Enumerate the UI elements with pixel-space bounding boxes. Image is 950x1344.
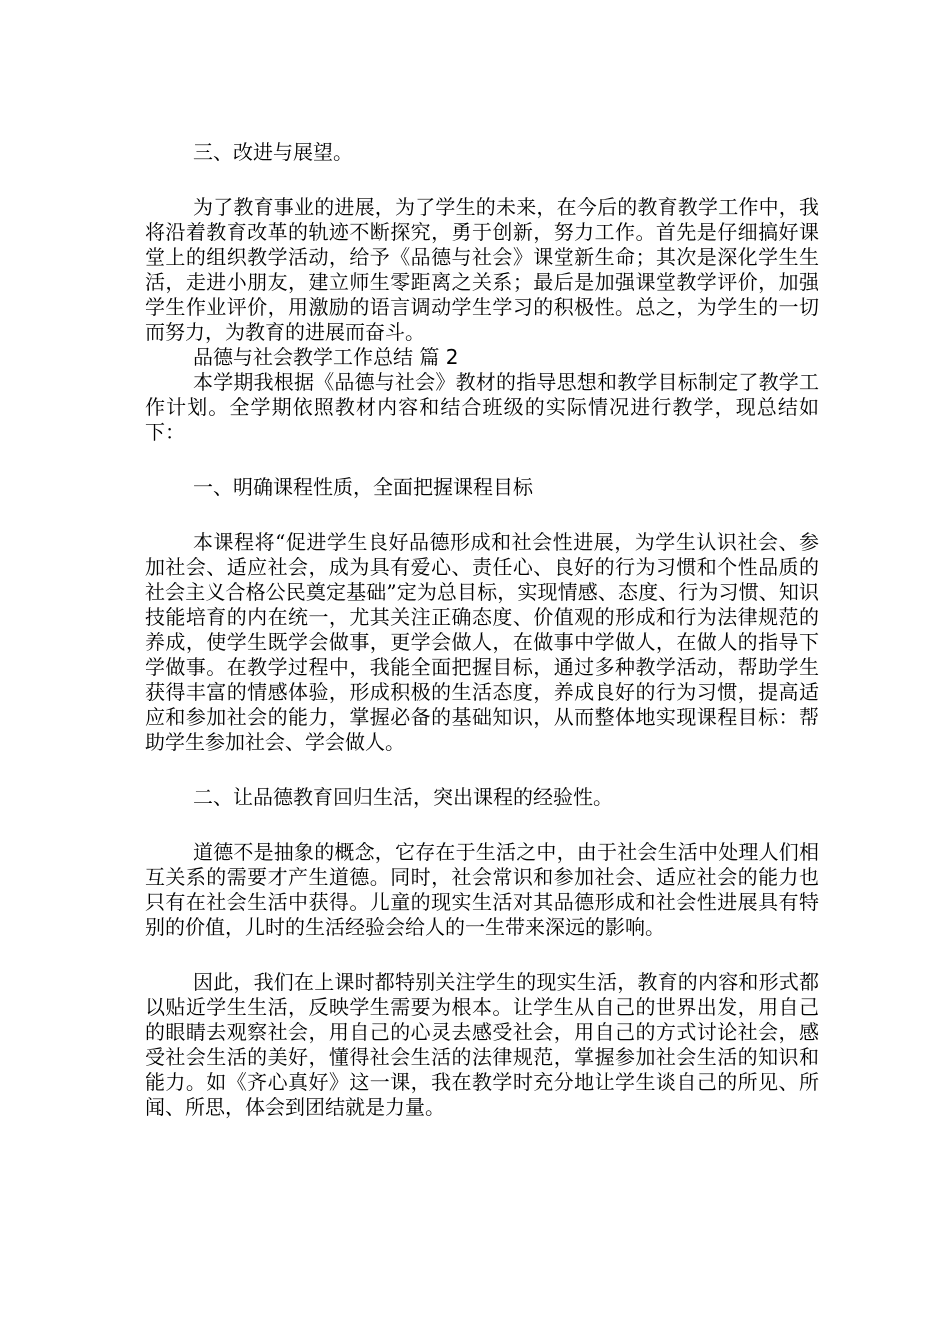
paragraph-improvement: 为了教育事业的进展，为了学生的未来，在今后的教育教学工作中，我将沿着教育改革的轨迹不断探究，勇于创新，努力工作。首先是仔细搞好课堂上的组织教学活动，给予《品德与社会》课堂新生命；其次是深化学生生活，走进小朋友，建立师生零距离之关系；最后是加强课堂教学评价，加强学生作业评价，用激励的语言调动学生学习的积极性。总之，为学生的一切而努力，为教育的进展而奋斗。 [145, 195, 819, 344]
paragraph-therefore: 因此，我们在上课时都特别关注学生的现实生活，教育的内容和形式都以贴近学生生活，反映学生需要为根本。让学生从自己的世界出发，用自己的眼睛去观察社会，用自己的心灵去感受社会，用自己的方式讨论社会，感受社会生活的美好，懂得社会生活的法律规范，掌握参加社会生活的知识和能力。如《齐心真好》这一课，我在教学时充分地让学生谈自己的所见、所闻、所思，体会到团结就是力量。 [145, 970, 819, 1119]
paragraph-intro: 本学期我根据《品德与社会》教材的指导思想和教学目标制定了教学工作计划。全学期依照教材内容和结合班级的实际情况进行教学，现总结如下： [145, 370, 819, 444]
document-page [145, 140, 819, 1120]
article-title-2: 品德与社会教学工作总结 篇 2 [193, 345, 459, 369]
section-heading-one: 一、明确课程性质，全面把握课程目标 [193, 475, 533, 499]
paragraph-course-goal: 本课程将“促进学生良好品德形成和社会性进展，为学生认识社会、参加社会、适应社会，成为具有爱心、责任心、良好的行为习惯和个性品质的社会主义合格公民奠定基础”定为总目标，实现情感、态度、行为习惯、知识技能培育的内在统一，尤其关注正确态度、价值观的形成和行为法律规范的养成，使学生既学会做事，更学会做人，在做事中学做人，在做人的指导下学做事。在教学过程中，我能全面把握目标，通过多种教学活动，帮助学生获得丰富的情感体验，形成积极的生活态度，养成良好的行为习惯，提高适应和参加社会的能力，掌握必备的基础知识，从而整体地实现课程目标：帮助学生参加社会、学会做人。 [145, 530, 819, 754]
section-heading-two: 二、让品德教育回归生活，突出课程的经验性。 [193, 785, 613, 809]
section-heading-improvement: 三、改进与展望。 [193, 140, 353, 164]
paragraph-morality: 道德不是抽象的概念，它存在于生活之中，由于社会生活中处理人们相互关系的需要才产生道德。同时，社会常识和参加社会、适应社会的能力也只有在社会生活中获得。儿童的现实生活对其品德形成和社会性进展具有特别的价值，儿时的生活经验会给人的一生带来深远的影响。 [145, 840, 819, 939]
